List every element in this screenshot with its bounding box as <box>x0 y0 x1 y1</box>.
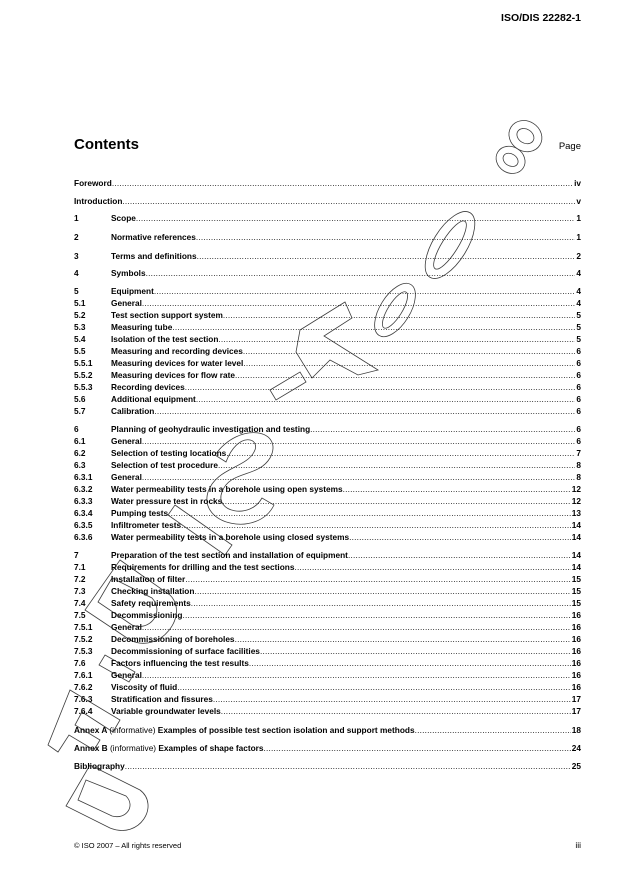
toc-entry[interactable] <box>74 178 581 189</box>
toc-entry-number: 7.3 <box>74 586 86 596</box>
toc-leader-dots <box>260 646 571 657</box>
toc-leader-dots <box>142 622 571 633</box>
toc-entry[interactable] <box>74 646 581 657</box>
toc-entry-page: 13 <box>571 508 581 518</box>
toc-entry-title: General <box>111 436 142 446</box>
toc-entry[interactable] <box>74 694 581 705</box>
toc-leader-dots <box>235 634 571 645</box>
toc-leader-dots <box>218 334 575 345</box>
toc-leader-dots <box>185 574 571 585</box>
toc-leader-dots <box>349 532 571 543</box>
copyright-notice: © ISO 2007 – All rights reserved <box>74 841 182 850</box>
toc-entry-title: Viscosity of fluid <box>111 682 178 692</box>
toc-entry-page: 16 <box>571 646 581 656</box>
toc-entry-page: 6 <box>576 358 581 368</box>
toc-entry-title: General <box>111 298 142 308</box>
toc-leader-dots <box>154 286 576 297</box>
toc-entry-page: 15 <box>571 586 581 596</box>
toc-entry-title: Measuring tube <box>111 322 173 332</box>
toc-entry-number: 3 <box>74 251 79 261</box>
toc-entry-title: Equipment <box>111 286 154 296</box>
toc-entry[interactable] <box>74 743 581 754</box>
toc-entry-page: 14 <box>571 520 581 530</box>
toc-entry-title: Preparation of the test section and installation of equipment <box>111 550 348 560</box>
document-code: ISO/DIS 22282-1 <box>501 12 581 24</box>
toc-leader-dots <box>191 598 571 609</box>
toc-entry-number: 7.6.2 <box>74 682 93 692</box>
toc-entry-title: Infiltrometer tests <box>111 520 182 530</box>
toc-entry-title: Water permeability tests in a borehole using closed systems <box>111 532 350 542</box>
toc-entry-number: 1 <box>74 213 79 223</box>
toc-entry-title <box>74 743 264 754</box>
toc-entry[interactable] <box>74 286 581 297</box>
toc-annex-label: Annex B <box>74 743 108 753</box>
toc-entry[interactable] <box>74 670 581 681</box>
toc-leader-dots <box>112 178 573 189</box>
toc-entry[interactable] <box>74 622 581 633</box>
toc-entry-number: 6.2 <box>74 448 86 458</box>
toc-leader-dots <box>343 484 571 495</box>
toc-entry-title: Water pressure test in rocks <box>111 496 223 506</box>
toc-entry-title: Additional equipment <box>111 394 196 404</box>
toc-entry-title: Isolation of the test section <box>111 334 219 344</box>
toc-entry-number: 2 <box>74 232 79 242</box>
toc-entry-title: Measuring devices for water level <box>111 358 244 368</box>
toc-entry-page: 24 <box>571 743 581 753</box>
toc-leader-dots <box>294 562 570 573</box>
toc-leader-dots <box>213 694 571 705</box>
toc-entry-page: 1 <box>576 213 581 223</box>
toc-leader-dots <box>122 196 575 207</box>
toc-entry-number: 7.6.1 <box>74 670 93 680</box>
toc-entry-page: 4 <box>576 298 581 308</box>
toc-leader-dots <box>181 520 571 531</box>
toc-entry[interactable] <box>74 658 581 669</box>
toc-leader-dots <box>310 424 575 435</box>
toc-entry[interactable] <box>74 346 581 357</box>
toc-entry-page: 25 <box>571 761 581 771</box>
toc-leader-dots <box>197 251 576 262</box>
toc-entry-page: 16 <box>571 622 581 632</box>
toc-entry[interactable] <box>74 334 581 345</box>
toc-entry-page: 18 <box>571 725 581 735</box>
toc-entry-page: 5 <box>576 334 581 344</box>
toc-entry-page: 16 <box>571 670 581 680</box>
toc-entry-number: 7.5.3 <box>74 646 93 656</box>
toc-entry-page: 8 <box>576 460 581 470</box>
toc-leader-dots <box>249 658 571 669</box>
toc-leader-dots <box>222 496 570 507</box>
toc-entry[interactable] <box>74 268 581 279</box>
toc-entry[interactable] <box>74 508 581 519</box>
toc-entry-page: 16 <box>571 682 581 692</box>
toc-entry-page: 15 <box>571 598 581 608</box>
toc-annex-title: Examples of possible test section isolation and support methods <box>157 725 415 735</box>
toc-entry-title: Selection of testing locations <box>111 448 227 458</box>
toc-entry-page: 8 <box>576 472 581 482</box>
toc-entry-page: 14 <box>571 550 581 560</box>
toc-entry-number: 7.6 <box>74 658 86 668</box>
toc-entry-page: iv <box>574 178 581 188</box>
toc-annex-title: Examples of shape factors <box>158 743 264 753</box>
toc-entry-title: Introduction <box>74 196 123 206</box>
toc-entry-number: 7.5.2 <box>74 634 93 644</box>
toc-entry-number: 7.2 <box>74 574 86 584</box>
toc-entry-title: Safety requirements <box>111 598 191 608</box>
toc-leader-dots <box>243 346 576 357</box>
toc-entry-title: Water permeability tests in a borehole using open systems <box>111 484 343 494</box>
toc-entry[interactable] <box>74 472 581 483</box>
toc-entry-title: Recording devices <box>111 382 185 392</box>
toc-entry-number: 6.3.1 <box>74 472 93 482</box>
toc-entry-title: Selection of test procedure <box>111 460 218 470</box>
toc-entry-page: v <box>576 196 581 206</box>
toc-entry-title: Planning of geohydraulic investigation and testing <box>111 424 311 434</box>
toc-entry-number: 6.3 <box>74 460 86 470</box>
toc-entry-number: 6.3.3 <box>74 496 93 506</box>
toc-entry[interactable] <box>74 251 581 262</box>
toc-entry-page: 2 <box>576 251 581 261</box>
toc-entry[interactable] <box>74 382 581 393</box>
page-number: iii <box>575 840 581 850</box>
toc-entry[interactable] <box>74 370 581 381</box>
toc-entry-number: 5.3 <box>74 322 86 332</box>
toc-entry[interactable] <box>74 532 581 543</box>
toc-entry-title: Measuring and recording devices <box>111 346 243 356</box>
toc-leader-dots <box>415 725 571 736</box>
toc-entry-number: 7.5.1 <box>74 622 93 632</box>
toc-entry-page: 16 <box>571 658 581 668</box>
toc-leader-dots <box>221 706 571 717</box>
toc-entry[interactable] <box>74 574 581 585</box>
toc-entry[interactable] <box>74 562 581 573</box>
toc-entry-page: 5 <box>576 310 581 320</box>
toc-entry-title: Checking installation <box>111 586 195 596</box>
toc-entry-number: 5 <box>74 286 79 296</box>
toc-entry-page: 6 <box>576 436 581 446</box>
toc-entry-page: 15 <box>571 574 581 584</box>
toc-leader-dots <box>177 682 571 693</box>
toc-entry-number: 7.4 <box>74 598 86 608</box>
toc-entry-title: Factors influencing the test results <box>111 658 249 668</box>
toc-entry[interactable] <box>74 436 581 447</box>
toc-entry[interactable] <box>74 424 581 435</box>
toc-leader-dots <box>125 761 571 772</box>
toc-entry[interactable] <box>74 448 581 459</box>
toc-entry-number: 5.5.2 <box>74 370 93 380</box>
toc-entry-number: 5.6 <box>74 394 86 404</box>
table-of-contents <box>74 0 581 877</box>
toc-leader-dots <box>264 743 571 754</box>
toc-entry-title <box>74 725 415 736</box>
toc-entry[interactable] <box>74 610 581 621</box>
toc-leader-dots <box>348 550 571 561</box>
toc-entry[interactable] <box>74 196 581 207</box>
toc-leader-dots <box>142 436 575 447</box>
toc-entry[interactable] <box>74 394 581 405</box>
toc-entry-number: 4 <box>74 268 79 278</box>
toc-entry[interactable] <box>74 232 581 243</box>
toc-entry-number: 6.3.4 <box>74 508 93 518</box>
toc-entry-title: Stratification and fissures <box>111 694 213 704</box>
toc-leader-dots <box>223 310 575 321</box>
toc-leader-dots <box>172 322 575 333</box>
toc-entry-title: General <box>111 622 142 632</box>
toc-leader-dots <box>182 610 570 621</box>
toc-entry-page: 14 <box>571 532 581 542</box>
toc-annex-note: (informative) <box>109 743 157 753</box>
toc-entry-title: Measuring devices for flow rate <box>111 370 236 380</box>
toc-entry-title: Decommissioning <box>111 610 183 620</box>
toc-entry-page: 6 <box>576 406 581 416</box>
toc-entry[interactable] <box>74 484 581 495</box>
toc-entry-number: 5.4 <box>74 334 86 344</box>
toc-entry-number: 6.1 <box>74 436 86 446</box>
toc-entry-page: 6 <box>576 346 581 356</box>
toc-entry-title: Pumping tests <box>111 508 169 518</box>
toc-entry[interactable] <box>74 298 581 309</box>
toc-leader-dots <box>226 448 575 459</box>
toc-entry-number: 7.6.4 <box>74 706 93 716</box>
toc-entry-page: 12 <box>571 496 581 506</box>
toc-entry-number: 5.5.1 <box>74 358 93 368</box>
toc-entry-title: Requirements for drilling and the test sections <box>111 562 295 572</box>
toc-entry[interactable] <box>74 460 581 471</box>
toc-entry[interactable] <box>74 358 581 369</box>
toc-entry[interactable] <box>74 634 581 645</box>
toc-leader-dots <box>168 508 571 519</box>
toc-entry[interactable] <box>74 706 581 717</box>
toc-entry-page: 17 <box>571 706 581 716</box>
toc-entry-page: 4 <box>576 268 581 278</box>
toc-entry-number: 7.1 <box>74 562 86 572</box>
toc-entry[interactable] <box>74 598 581 609</box>
toc-entry-page: 6 <box>576 382 581 392</box>
toc-entry-number: 6 <box>74 424 79 434</box>
toc-entry-page: 6 <box>576 394 581 404</box>
toc-leader-dots <box>142 670 571 681</box>
toc-entry-number: 6.3.6 <box>74 532 93 542</box>
toc-entry-page: 14 <box>571 562 581 572</box>
toc-entry-number: 7.6.3 <box>74 694 93 704</box>
toc-entry[interactable] <box>74 682 581 693</box>
toc-entry-title: Test section support system <box>111 310 223 320</box>
toc-entry[interactable] <box>74 496 581 507</box>
toc-entry-title: Bibliography <box>74 761 125 771</box>
toc-entry-title: Installation of filter <box>111 574 186 584</box>
toc-leader-dots <box>154 406 575 417</box>
toc-leader-dots <box>243 358 575 369</box>
toc-leader-dots <box>235 370 575 381</box>
toc-annex-label: Annex A <box>74 725 108 735</box>
toc-entry-page: 12 <box>571 484 581 494</box>
toc-entry[interactable] <box>74 725 581 736</box>
toc-entry-page: 6 <box>576 370 581 380</box>
toc-entry-number: 5.1 <box>74 298 86 308</box>
toc-leader-dots <box>218 460 575 471</box>
toc-entry-page: 4 <box>576 286 581 296</box>
toc-entry[interactable] <box>74 550 581 561</box>
toc-leader-dots <box>194 586 570 597</box>
toc-entry-page: 7 <box>576 448 581 458</box>
toc-leader-dots <box>196 394 576 405</box>
page-title: Contents <box>74 136 139 153</box>
toc-entry[interactable] <box>74 520 581 531</box>
page-column-label: Page <box>558 141 581 152</box>
toc-entry-number: 7 <box>74 550 79 560</box>
toc-entry-number: 6.3.5 <box>74 520 93 530</box>
toc-entry-title: Decommissioning of surface facilities <box>111 646 260 656</box>
toc-entry-number: 5.5.3 <box>74 382 93 392</box>
toc-entry-title: Variable groundwater levels <box>111 706 221 716</box>
toc-entry-page: 1 <box>576 232 581 242</box>
toc-entry-page: 5 <box>576 322 581 332</box>
toc-entry[interactable] <box>74 761 581 772</box>
toc-entry-title: Normative references <box>111 232 196 242</box>
toc-leader-dots <box>142 298 575 309</box>
toc-entry-number: 5.2 <box>74 310 86 320</box>
toc-entry-number: 7.5 <box>74 610 86 620</box>
toc-entry-title: General <box>111 472 142 482</box>
toc-entry-title: Calibration <box>111 406 155 416</box>
toc-entry-page: 16 <box>571 610 581 620</box>
toc-leader-dots <box>196 232 576 243</box>
toc-entry-title: Foreword <box>74 178 112 188</box>
toc-annex-note: (informative) <box>109 725 156 735</box>
toc-entry-title: Terms and definitions <box>111 251 197 261</box>
toc-leader-dots <box>185 382 576 393</box>
toc-entry-title: Scope <box>111 213 136 223</box>
toc-entry[interactable] <box>74 406 581 417</box>
toc-leader-dots <box>146 268 576 279</box>
toc-entry-page: 16 <box>571 634 581 644</box>
toc-entry-title: General <box>111 670 142 680</box>
toc-entry[interactable] <box>74 586 581 597</box>
toc-entry-title: Symbols <box>111 268 146 278</box>
toc-leader-dots <box>136 213 575 224</box>
toc-entry-title: Decommissioning of boreholes <box>111 634 235 644</box>
toc-entry-number: 6.3.2 <box>74 484 93 494</box>
toc-entry-number: 5.5 <box>74 346 86 356</box>
toc-entry-page: 17 <box>571 694 581 704</box>
toc-entry-number: 5.7 <box>74 406 86 416</box>
toc-leader-dots <box>142 472 575 483</box>
toc-entry[interactable] <box>74 322 581 333</box>
toc-entry[interactable] <box>74 310 581 321</box>
toc-entry[interactable] <box>74 213 581 224</box>
toc-entry-page: 6 <box>576 424 581 434</box>
